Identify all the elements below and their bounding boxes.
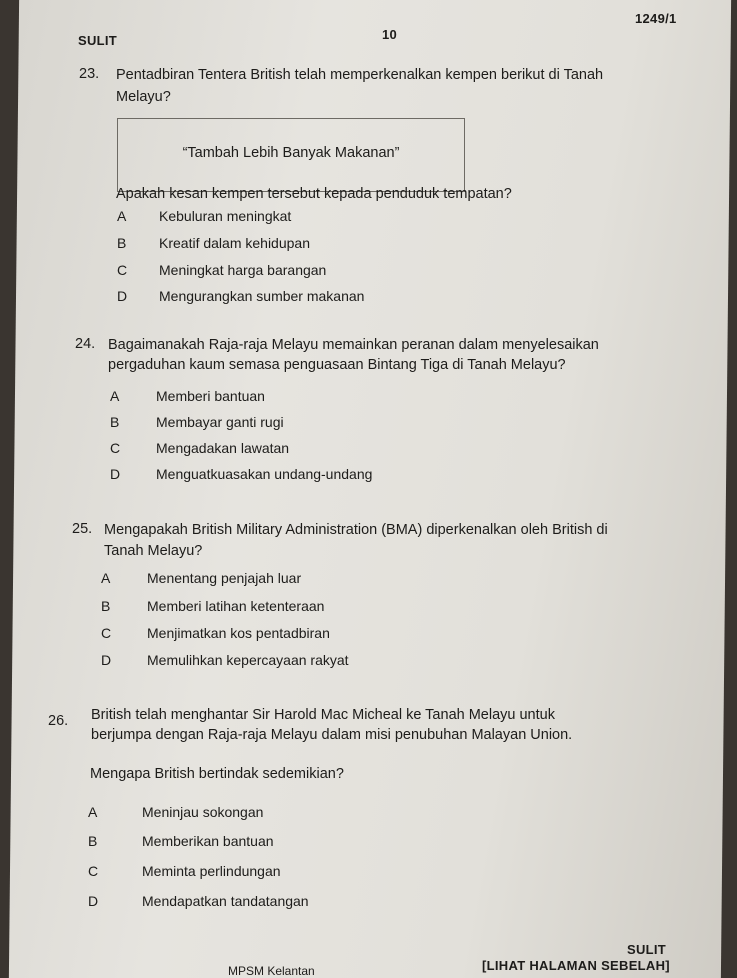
header-sulit: SULIT: [78, 33, 118, 48]
question-26-prompt: Mengapa British bertindak sedemikian?: [90, 766, 344, 782]
question-25-stem-line-2: Tanah Melayu?: [104, 543, 203, 559]
question-23-stem-line-1: Pentadbiran Tentera British telah memperkenalkan kempen berikut di Tanah: [116, 67, 604, 83]
question-26-number: 26.: [48, 713, 69, 729]
paper-code: 1249/1: [635, 11, 677, 26]
question-26-stem-line-1: British telah menghantar Sir Harold Mac Micheal ke Tanah Melayu untuk: [91, 707, 555, 723]
footer-publisher: MPSM Kelantan: [228, 964, 315, 978]
question-25-stem-line-1: Mengapakah British Military Administration (BMA) diperkenalkan oleh British di: [104, 522, 608, 538]
question-23-number: 23.: [79, 66, 100, 82]
footer-sulit: SULIT: [627, 942, 667, 957]
page-number: 10: [382, 27, 398, 42]
question-25-number: 25.: [72, 521, 93, 537]
campaign-slogan: “Tambah Lebih Banyak Makanan”: [182, 145, 400, 161]
campaign-box: [117, 118, 465, 192]
question-24-number: 24.: [75, 336, 96, 352]
question-23-stem-line-2: Melayu?: [116, 89, 171, 105]
question-24-stem-line-1: Bagaimanakah Raja-raja Melayu memainkan peranan dalam menyelesaikan: [108, 337, 599, 353]
question-26-stem-line-2: berjumpa dengan Raja-raja Melayu dalam misi penubuhan Malayan Union.: [91, 727, 573, 743]
footer-next-page: [LIHAT HALAMAN SEBELAH]: [482, 958, 670, 973]
question-24-stem-line-2: pergaduhan kaum semasa penguasaan Bintang Tiga di Tanah Melayu?: [108, 357, 566, 373]
question-23-prompt: Apakah kesan kempen tersebut kepada penduduk tempatan?: [116, 186, 512, 202]
